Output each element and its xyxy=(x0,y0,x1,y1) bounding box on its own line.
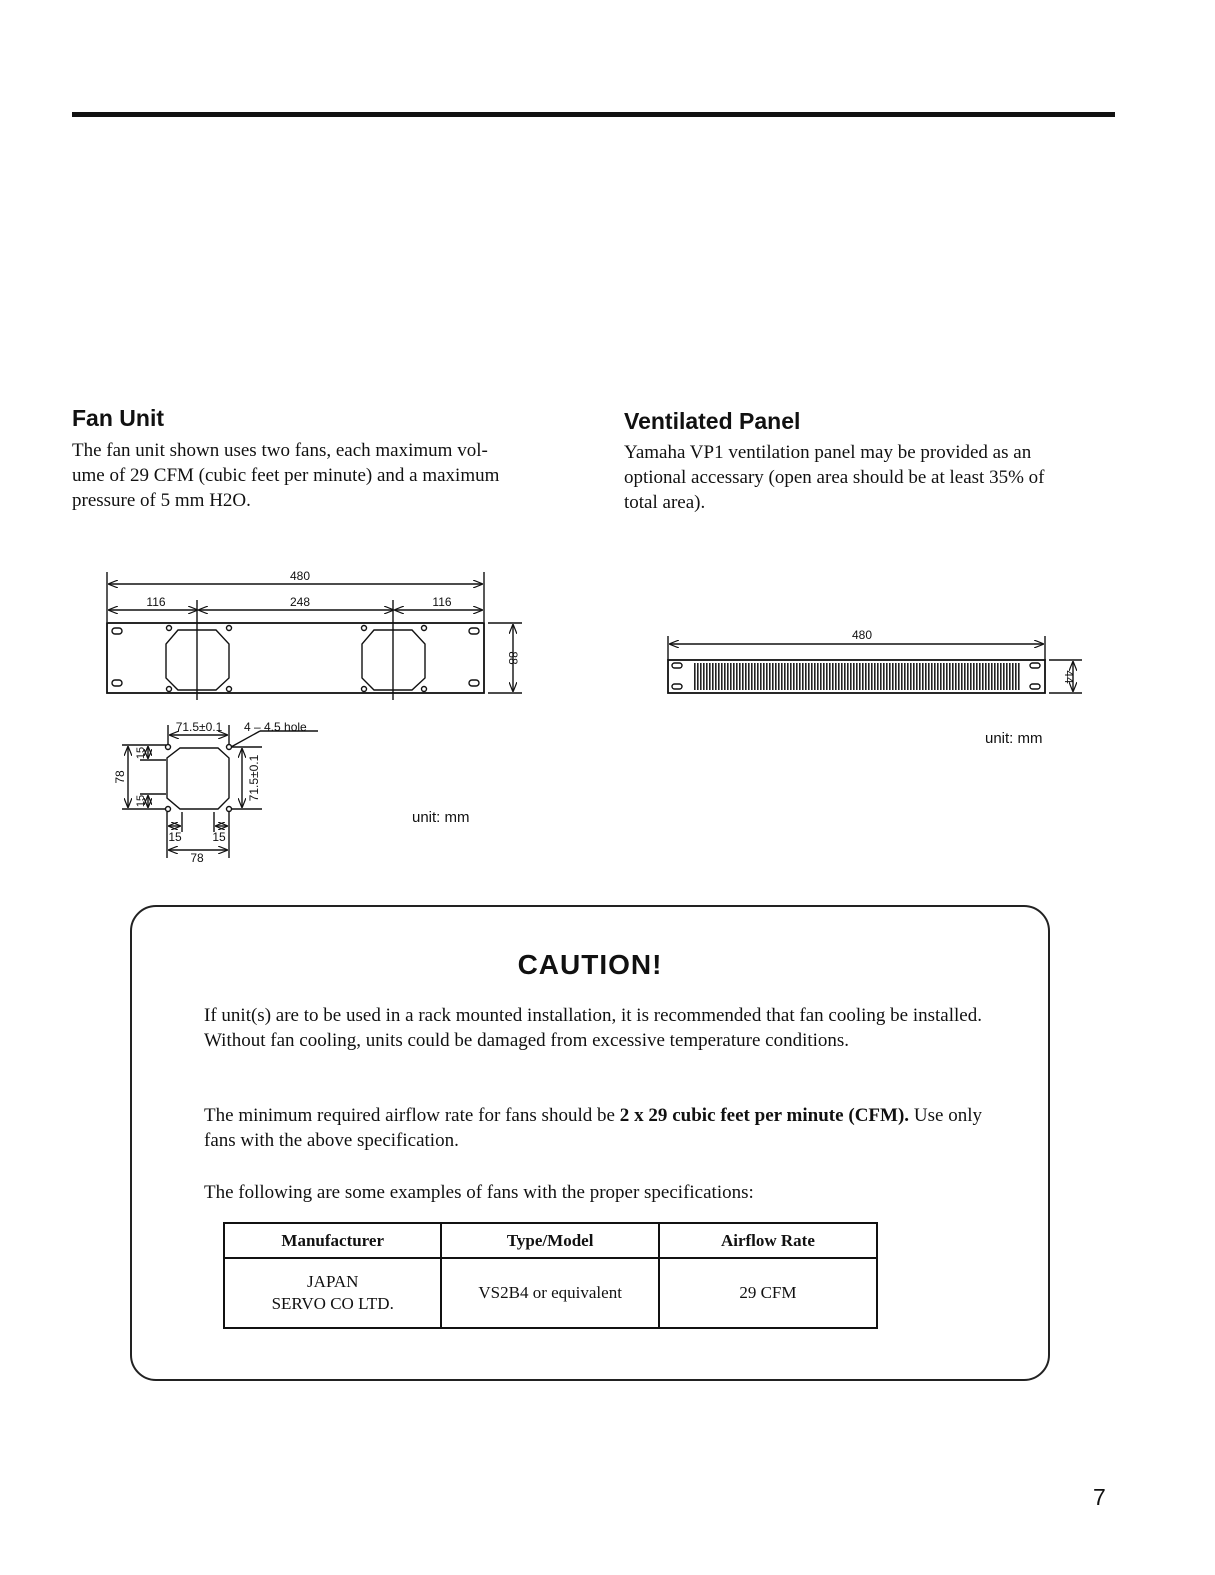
vent-slot xyxy=(802,663,804,690)
vent-slot xyxy=(925,663,927,690)
hole-label: 4 – 4.5 hole xyxy=(244,720,307,734)
vent-slot xyxy=(703,663,705,690)
ventilated-panel-line-1: Yamaha VP1 ventilation panel may be provided as an xyxy=(624,442,1032,463)
vent-slot xyxy=(808,663,810,690)
fan-spec-table xyxy=(223,1222,878,1329)
vent-slot xyxy=(796,663,798,690)
vent-slot xyxy=(871,663,873,690)
vent-slot xyxy=(826,663,828,690)
cell-manufacturer xyxy=(224,1258,441,1328)
vent-slot xyxy=(757,663,759,690)
vp-dim-height-label: 44 xyxy=(1062,670,1076,684)
vent-slot xyxy=(748,663,750,690)
vent-slot xyxy=(943,663,945,690)
dim-bot-15-label: 15 xyxy=(135,794,147,808)
ventilated-panel-unit-label: unit: mm xyxy=(985,730,1043,747)
vent-slot xyxy=(742,663,744,690)
fan-unit-unit-label: unit: mm xyxy=(412,809,470,826)
vent-slot xyxy=(919,663,921,690)
vent-slot xyxy=(811,663,813,690)
ventilation-slots xyxy=(694,663,1020,690)
dim-mid-label: 248 xyxy=(289,595,311,609)
vent-slot xyxy=(910,663,912,690)
vent-slot xyxy=(763,663,765,690)
vent-slot xyxy=(880,663,882,690)
vent-slot xyxy=(856,663,858,690)
vent-slot xyxy=(937,663,939,690)
vent-slot xyxy=(730,663,732,690)
vent-slot xyxy=(883,663,885,690)
vent-slot xyxy=(751,663,753,690)
vent-slot xyxy=(967,663,969,690)
vent-slot xyxy=(964,663,966,690)
vent-slot xyxy=(760,663,762,690)
vent-slot xyxy=(907,663,909,690)
vent-slot xyxy=(868,663,870,690)
ventilated-panel-line-3: total area). xyxy=(624,492,706,513)
vent-slot xyxy=(985,663,987,690)
vent-slot xyxy=(847,663,849,690)
vent-slot xyxy=(1003,663,1005,690)
vent-slot xyxy=(913,663,915,690)
vent-slot xyxy=(991,663,993,690)
vent-slot xyxy=(904,663,906,690)
vent-slot xyxy=(862,663,864,690)
vent-slot xyxy=(1015,663,1017,690)
vent-slot xyxy=(859,663,861,690)
vent-slot xyxy=(829,663,831,690)
table-row xyxy=(224,1258,877,1328)
fan-unit-line-3: pressure of 5 mm H2O. xyxy=(72,490,251,511)
dim-vert-pitch-label: 71.5±0.1 xyxy=(247,754,261,802)
vent-slot xyxy=(736,663,738,690)
vent-slot xyxy=(901,663,903,690)
airflow-text: The minimum required airflow rate for fans should be xyxy=(204,1105,620,1126)
vent-slot xyxy=(781,663,783,690)
vent-slot xyxy=(793,663,795,690)
vent-slot xyxy=(784,663,786,690)
vent-slot xyxy=(973,663,975,690)
vent-slot xyxy=(844,663,846,690)
vent-slot xyxy=(898,663,900,690)
page-number: 7 xyxy=(1093,1484,1106,1510)
vent-slot xyxy=(865,663,867,690)
vent-slot xyxy=(928,663,930,690)
vent-slot xyxy=(958,663,960,690)
dim-height-label: 88 xyxy=(506,651,520,665)
caution-box xyxy=(130,905,1050,1381)
vent-slot xyxy=(820,663,822,690)
ventilated-panel-heading: Ventilated Panel xyxy=(624,408,801,434)
vent-slot xyxy=(727,663,729,690)
vent-slot xyxy=(970,663,972,690)
vent-slot xyxy=(934,663,936,690)
vent-slot xyxy=(940,663,942,690)
caution-paragraph-3: The following are some examples of fans with the proper specifications: xyxy=(204,1182,754,1203)
vent-slot xyxy=(706,663,708,690)
vent-slot xyxy=(823,663,825,690)
caution-paragraph-1: If unit(s) are to be used in a rack mounted installation, it is recommended that fan cooling be installed. Without fan cooling, units could be damaged from excessive temperature conditions. xyxy=(204,1005,982,1051)
vent-slot xyxy=(961,663,963,690)
vent-slot xyxy=(715,663,717,690)
vent-slot xyxy=(745,663,747,690)
vent-slot xyxy=(832,663,834,690)
vent-slot xyxy=(772,663,774,690)
header-airflow-rate: Airflow Rate xyxy=(659,1223,877,1258)
vent-slot xyxy=(916,663,918,690)
vent-slot xyxy=(814,663,816,690)
vent-slot xyxy=(946,663,948,690)
vent-slot xyxy=(949,663,951,690)
vent-slot xyxy=(787,663,789,690)
vent-slot xyxy=(799,663,801,690)
vent-slot xyxy=(892,663,894,690)
vent-slot xyxy=(838,663,840,690)
fan-unit-line-1: The fan unit shown uses two fans, each maximum vol- xyxy=(72,440,488,461)
dim-right-label: 116 xyxy=(432,595,452,609)
vent-slot xyxy=(718,663,720,690)
vent-slot xyxy=(931,663,933,690)
vent-slot xyxy=(886,663,888,690)
header-manufacturer: Manufacturer xyxy=(224,1223,441,1258)
vent-slot xyxy=(697,663,699,690)
vent-slot xyxy=(997,663,999,690)
vent-slot xyxy=(979,663,981,690)
dim-left-label: 116 xyxy=(146,595,166,609)
ventilated-panel-line-2: optional accessary (open area should be at least 35% of xyxy=(624,467,1045,488)
vent-slot xyxy=(952,663,954,690)
vent-slot xyxy=(817,663,819,690)
vp-dim-total-label: 480 xyxy=(851,628,873,642)
vent-slot xyxy=(766,663,768,690)
caution-paragraph-2 xyxy=(204,1103,982,1153)
dim-pitch-label: 71.5±0.1 xyxy=(175,720,223,734)
table-header-row xyxy=(224,1223,877,1258)
vent-slot xyxy=(790,663,792,690)
vent-slot xyxy=(775,663,777,690)
vent-slot xyxy=(877,663,879,690)
vent-slot xyxy=(739,663,741,690)
vent-slot xyxy=(850,663,852,690)
vent-slot xyxy=(700,663,702,690)
dim-bottom-78-label: 78 xyxy=(190,851,204,865)
vent-slot xyxy=(835,663,837,690)
vent-slot xyxy=(922,663,924,690)
vent-slot xyxy=(769,663,771,690)
vent-slot xyxy=(895,663,897,690)
vent-slot xyxy=(1000,663,1002,690)
vent-slot xyxy=(955,663,957,690)
cell-airflow: 29 CFM xyxy=(659,1258,877,1328)
fan-unit-heading: Fan Unit xyxy=(72,405,164,431)
airflow-note: Use only fans with the above specification. xyxy=(204,1105,982,1151)
vent-slot xyxy=(1006,663,1008,690)
dim-bottom-15b-label: 15 xyxy=(212,830,226,844)
vent-slot xyxy=(853,663,855,690)
vent-slot xyxy=(1009,663,1011,690)
vent-slot xyxy=(721,663,723,690)
dim-total-label: 480 xyxy=(289,569,311,583)
vent-slot xyxy=(1012,663,1014,690)
vent-slot xyxy=(805,663,807,690)
vent-slot xyxy=(712,663,714,690)
vent-slot xyxy=(709,663,711,690)
caution-title: CAUTION! xyxy=(517,949,663,980)
vent-slot xyxy=(733,663,735,690)
manufacturer-line-1: JAPAN xyxy=(307,1272,359,1291)
vent-slot xyxy=(754,663,756,690)
airflow-requirement: 2 x 29 cubic feet per minute (CFM). xyxy=(619,1105,910,1126)
vent-slot xyxy=(694,663,696,690)
vent-slot xyxy=(1018,663,1020,690)
vent-slot xyxy=(982,663,984,690)
cell-model: VS2B4 or equivalent xyxy=(441,1258,658,1328)
fan-unit-line-2: ume of 29 CFM (cubic feet per minute) and a maximum xyxy=(72,465,500,486)
vent-slot xyxy=(889,663,891,690)
dim-top-15-label: 15 xyxy=(135,746,147,760)
vent-slot xyxy=(976,663,978,690)
header-type-model: Type/Model xyxy=(441,1223,658,1258)
dim-bottom-15a-label: 15 xyxy=(168,830,182,844)
vent-slot xyxy=(994,663,996,690)
vent-slot xyxy=(841,663,843,690)
vent-slot xyxy=(778,663,780,690)
dim-side-label: 78 xyxy=(113,770,127,784)
vent-slot xyxy=(874,663,876,690)
vent-slot xyxy=(988,663,990,690)
manufacturer-line-2: SERVO CO LTD. xyxy=(271,1294,394,1313)
vent-slot xyxy=(724,663,726,690)
